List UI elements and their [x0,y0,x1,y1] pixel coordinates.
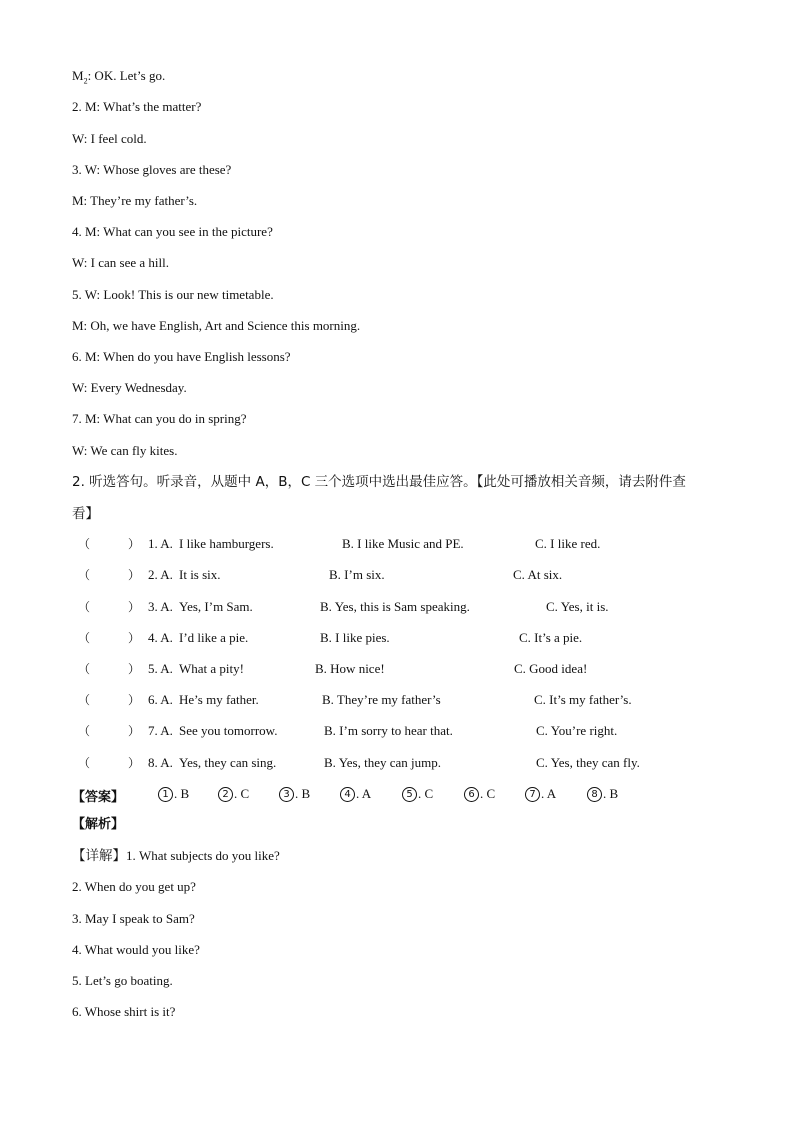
analysis-line-2: 2. When do you get up? [72,879,196,894]
option-c: C. At six. [513,567,563,582]
analysis-line-6: 6. Whose shirt is it? [72,1004,176,1019]
option-c: C. Yes, it is. [546,599,609,614]
question-row [72,755,772,771]
transcript-line-7: W: I can see a hill. [72,255,169,270]
answer-item: 5 . C [402,786,433,802]
option-b: B. I like pies. [320,630,390,645]
transcript-line-1: $M_2$: OK. Let’s go. [72,68,166,86]
option-c: C. It’s a pie. [519,630,583,645]
transcript-line-3: W: I feel cold. [72,131,147,146]
option-a: It is six. [179,567,221,582]
question-number: 2. A. [148,567,173,582]
analysis-line-4: 4. What would you like? [72,942,200,957]
transcript-line-6: 4. M: What can you see in the picture? [72,224,273,239]
circled-number: 4 [340,787,355,802]
answer-item: 7 . A [525,786,556,802]
question-row [72,661,772,677]
transcript-line-4: 3. W: Whose gloves are these? [72,162,232,177]
option-c: C. Good idea! [514,661,588,676]
answer-bracket-close[interactable]: ） [128,600,141,614]
transcript-line-13: W: We can fly kites. [72,443,178,458]
option-a: I’d like a pie. [179,630,249,645]
answer-bracket-open[interactable]: （ [78,568,91,582]
option-a: I like hamburgers. [179,536,274,551]
option-a: What a pity! [179,661,244,676]
answer-bracket-close[interactable]: ） [128,662,141,676]
question-number: 4. A. [148,630,173,645]
option-b: B. They’re my father’s [322,692,441,707]
transcript-line-5: M: They’re my father’s. [72,193,198,208]
circled-number: 8 [587,787,602,802]
option-a: He’s my father. [179,692,259,707]
answer-bracket-open[interactable]: （ [78,600,91,614]
answer-item: 4 . A [340,786,371,802]
answer-item: 6 . C [464,786,495,802]
transcript-line-9: M: Oh, we have English, Art and Science this morning. [72,318,361,333]
answer-bracket-open[interactable]: （ [78,756,91,770]
analysis-line-5: 5. Let’s go boating. [72,973,173,988]
circled-number: 7 [525,787,540,802]
circled-number: 6 [464,787,479,802]
option-c: C. It’s my father’s. [534,692,632,707]
circled-number: 2 [218,787,233,802]
answer-bracket-close[interactable]: ） [128,537,141,551]
option-c: C. You’re right. [536,723,618,738]
analysis-line-3: 3. May I speak to Sam? [72,911,195,926]
answer-bracket-close[interactable]: ） [128,631,141,645]
answer-bracket-open[interactable]: （ [78,693,91,707]
option-a: See you tomorrow. [179,723,278,738]
question-number: 5. A. [148,661,173,676]
section-2-instruction-cont: 看】 [72,506,99,522]
circled-number: 1 [158,787,173,802]
option-a: Yes, they can sing. [179,755,277,770]
question-row [72,567,772,583]
option-b: B. Yes, this is Sam speaking. [320,599,470,614]
question-number: 1. A. [148,536,173,551]
question-number: 3. A. [148,599,173,614]
analysis-label: 【解析】 [72,817,125,832]
answer-item: 8 . B [587,786,618,802]
section-2-instruction: 2. 听选答句。听录音，从题中 A，B，C 三个选项中选出最佳应答。【此处可播放相关音频，请去附件查 [72,474,686,490]
option-c: C. Yes, they can fly. [536,755,640,770]
answer-item: 2 . C [218,786,249,802]
answer-bracket-close[interactable]: ） [128,568,141,582]
transcript-line-11: W: Every Wednesday. [72,380,187,395]
question-row [72,630,772,646]
answer-bracket-open[interactable]: （ [78,631,91,645]
circled-number: 3 [279,787,294,802]
detail-label: 【详解】 [72,848,126,864]
transcript-line-2: 2. M: What’s the matter? [72,99,202,114]
answer-bracket-close[interactable]: ） [128,724,141,738]
question-row [72,692,772,708]
answer-bracket-close[interactable]: ） [128,756,141,770]
transcript-line-8: 5. W: Look! This is our new timetable. [72,287,274,302]
transcript-line-12: 7. M: What can you do in spring? [72,411,247,426]
question-number: 8. A. [148,755,173,770]
circled-number: 5 [402,787,417,802]
answer-bracket-open[interactable]: （ [78,537,91,551]
question-number: 6. A. [148,692,173,707]
question-number: 7. A. [148,723,173,738]
question-row [72,723,772,739]
question-row [72,599,772,615]
answer-bracket-open[interactable]: （ [78,724,91,738]
analysis-line-1: 【详解】1. What subjects do you like? [72,848,280,864]
answer-item: 3 . B [279,786,310,802]
option-b: B. I’m sorry to hear that. [324,723,453,738]
answer-bracket-close[interactable]: ） [128,693,141,707]
option-b: B. I’m six. [329,567,385,582]
option-b: B. Yes, they can jump. [324,755,441,770]
answer-key [72,786,772,805]
answer-label: 【答案】 [72,790,125,805]
answer-item: 1 . B [158,786,189,802]
answer-bracket-open[interactable]: （ [78,662,91,676]
option-c: C. I like red. [535,536,601,551]
option-b: B. I like Music and PE. [342,536,464,551]
transcript-line-10: 6. M: When do you have English lessons? [72,349,291,364]
option-a: Yes, I’m Sam. [179,599,253,614]
option-b: B. How nice! [315,661,385,676]
question-row [72,536,772,552]
